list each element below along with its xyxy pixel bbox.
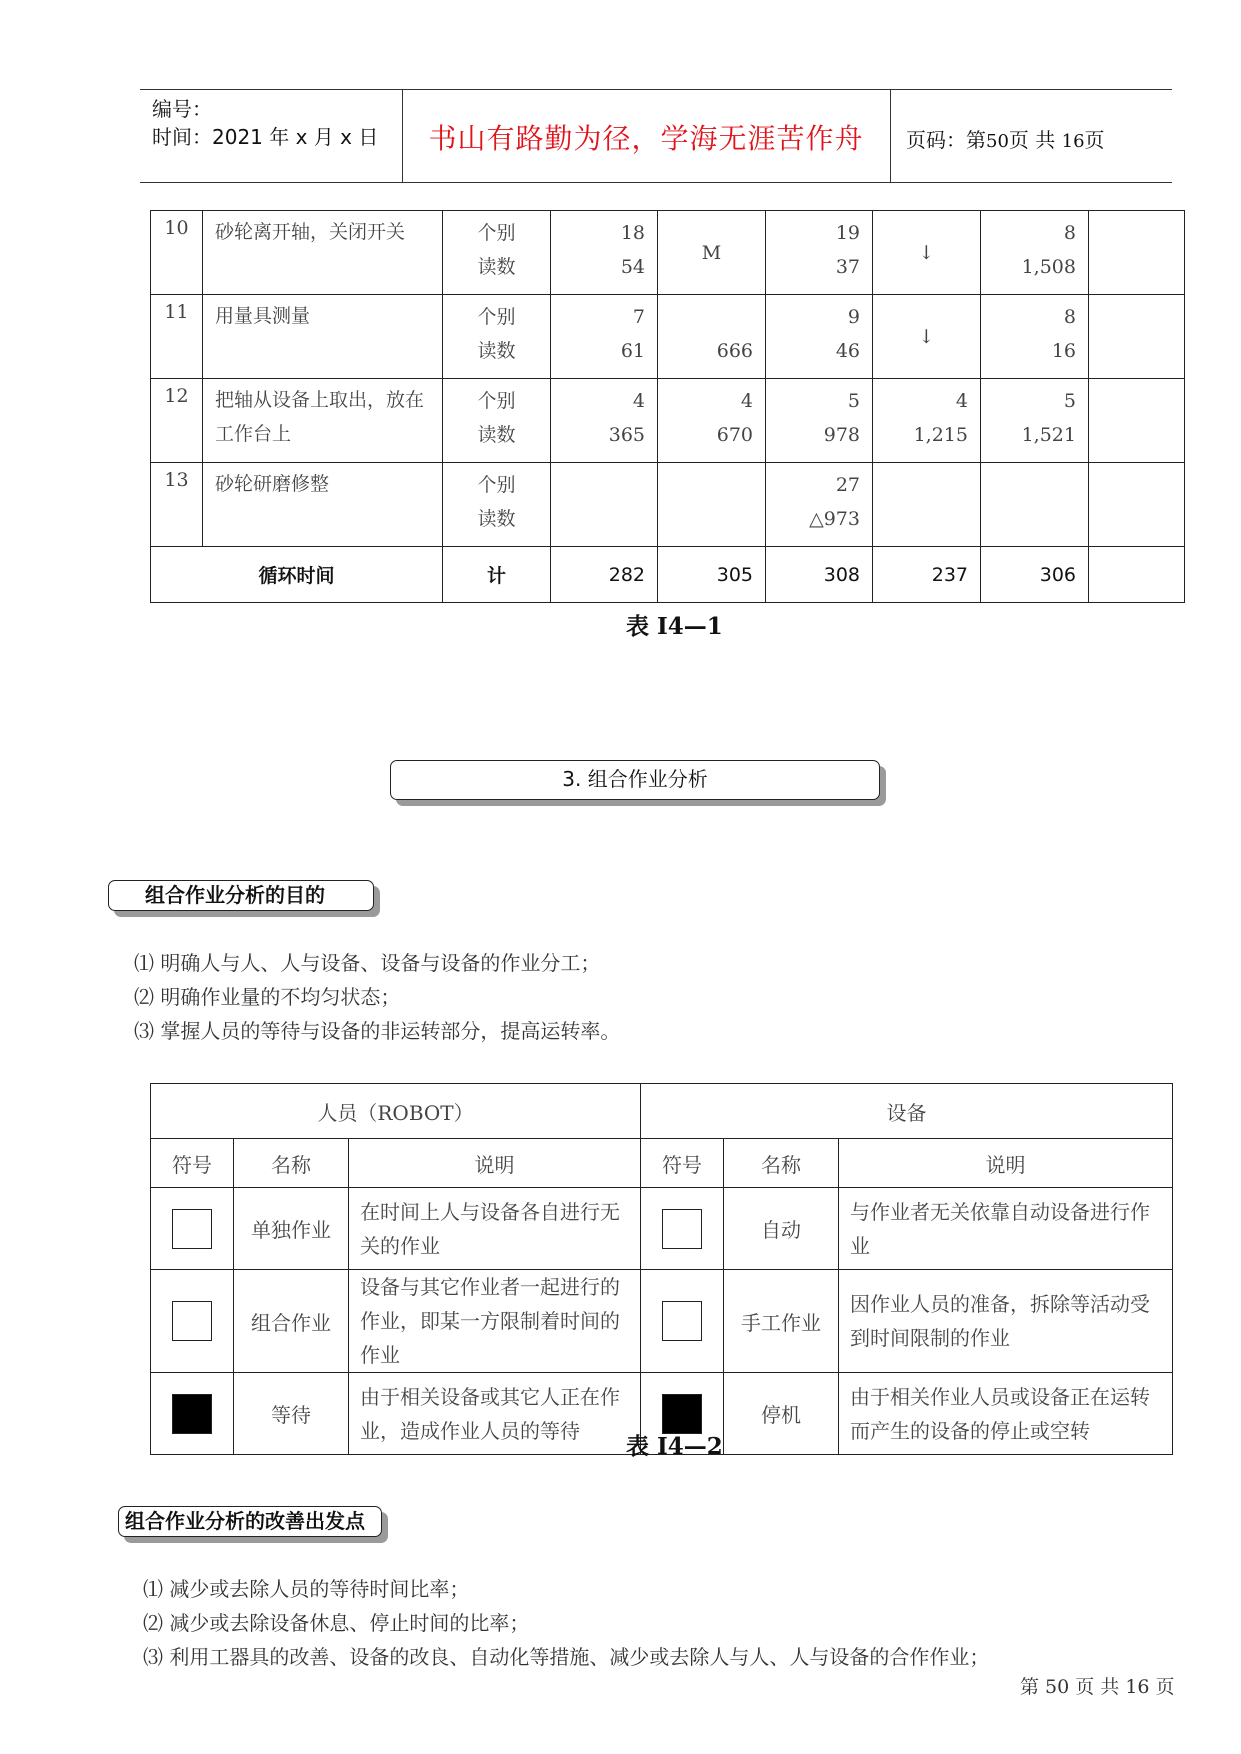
step-number: 13	[151, 463, 203, 547]
cell-reading: 1,508	[1021, 256, 1076, 278]
operation-desc: 把轴从设备上取出，放在工作台上	[203, 379, 443, 463]
cell-individual	[551, 468, 645, 502]
cell-reading: 16	[1051, 340, 1076, 362]
cell-reading: 666	[716, 340, 753, 362]
header-bottom-rule	[140, 182, 1172, 183]
col-symbol-header: 符号	[151, 1139, 234, 1188]
empty-cell	[1089, 463, 1185, 547]
cell-individual: 4	[740, 390, 753, 412]
person-term: 组合作业	[234, 1270, 349, 1373]
empty-cell	[1089, 379, 1185, 463]
cell-reading: 37	[835, 256, 860, 278]
step-number: 11	[151, 295, 203, 379]
empty-cell	[1089, 211, 1185, 295]
col-symbol-header: 符号	[641, 1139, 724, 1188]
improve-title-box	[118, 1506, 382, 1537]
total-value: 308	[766, 547, 873, 603]
equipment-desc: 由于相关作业人员或设备正在运转而产生的设备的停止或空转	[839, 1373, 1173, 1455]
equipment-term: 停机	[724, 1373, 839, 1455]
cycle-cell	[766, 295, 873, 379]
page-footer: 第 50 页 共 16 页	[1020, 1676, 1175, 1698]
reading-kind	[443, 379, 551, 463]
cell-individual	[981, 468, 1076, 502]
person-desc: 设备与其它作业者一起进行的作业，即某一方限制着时间的作业	[349, 1270, 641, 1373]
group-equipment-header: 设备	[641, 1084, 1173, 1139]
cell-individual: 5	[1063, 390, 1076, 412]
kind-individual: 个别	[477, 306, 516, 328]
cycle-cell	[981, 463, 1089, 547]
table-row	[151, 295, 1185, 379]
cell-reading: 1,215	[913, 424, 968, 446]
cell-reading	[658, 502, 753, 536]
total-value: 282	[551, 547, 658, 603]
cycle-cell: ↓	[873, 295, 981, 379]
person-desc: 在时间上人与设备各自进行无关的作业	[349, 1188, 641, 1270]
total-value: 306	[981, 547, 1089, 603]
page-prefix: 页码：第	[906, 128, 986, 152]
empty-cell	[1089, 547, 1185, 603]
empty-square-icon	[662, 1301, 702, 1341]
kind-reading: 读数	[477, 508, 516, 530]
cycle-cell	[873, 379, 981, 463]
empty-square-icon	[662, 1209, 702, 1249]
improve-list	[143, 1572, 989, 1674]
total-row	[151, 547, 1185, 603]
cell-individual: 7	[632, 306, 645, 328]
col-desc-header: 说明	[839, 1139, 1173, 1188]
table-row	[151, 1188, 1173, 1270]
cell-reading	[551, 502, 645, 536]
table2-caption: 表 I4—2	[626, 1433, 723, 1460]
cell-reading	[981, 502, 1076, 536]
cell-individual: 8	[1063, 306, 1076, 328]
operation-desc: 砂轮离开轴，关闭开关	[203, 211, 443, 295]
col-name-header: 名称	[234, 1139, 349, 1188]
header-serial: 编号：	[152, 97, 212, 121]
equipment-term: 自动	[724, 1188, 839, 1270]
cycle-cell	[766, 211, 873, 295]
cycle-cell	[766, 379, 873, 463]
empty-square-icon	[172, 1301, 212, 1341]
kind-individual: 个别	[477, 390, 516, 412]
total-value: 237	[873, 547, 981, 603]
step-number: 10	[151, 211, 203, 295]
header-page-info	[906, 124, 1105, 153]
cell-reading: △973	[809, 508, 860, 530]
purpose-title: 组合作业分析的目的	[145, 883, 325, 907]
cell-individual	[873, 468, 968, 502]
purpose-item: ⑵ 明确作业量的不均匀状态；	[134, 985, 401, 1009]
cell-reading: 46	[835, 340, 860, 362]
time-study-table	[150, 210, 1185, 603]
col-name-header: 名称	[724, 1139, 839, 1188]
cycle-cell	[658, 463, 766, 547]
section3-title-box	[390, 760, 880, 800]
person-symbol-cell	[151, 1188, 234, 1270]
cycle-cell	[551, 295, 658, 379]
empty-square-icon	[172, 1209, 212, 1249]
cell-reading: 1,521	[1021, 424, 1076, 446]
equipment-symbol-cell	[641, 1188, 724, 1270]
header-time: 时间：2021 年 x 月 x 日	[152, 125, 379, 149]
cell-individual: 4	[955, 390, 968, 412]
cell-reading: 61	[620, 340, 645, 362]
equipment-symbol-cell	[641, 1270, 724, 1373]
cycle-cell	[658, 379, 766, 463]
kind-reading: 读数	[477, 340, 516, 362]
header-motto: 书山有路勤为径，学海无涯苦作舟	[428, 122, 864, 155]
purpose-item: ⑶ 掌握人员的等待与设备的非运转部分，提高运转率。	[134, 1019, 621, 1043]
cycle-cell	[551, 379, 658, 463]
cycle-cell	[873, 463, 981, 547]
cycle-cell	[981, 295, 1089, 379]
improve-item: ⑶ 利用工器具的改善、设备的改良、自动化等措施、减少或去除人与人、人与设备的合作作业；	[143, 1645, 990, 1669]
person-symbol-cell	[151, 1373, 234, 1455]
reading-kind	[443, 463, 551, 547]
cell-individual: 9	[847, 306, 860, 328]
cell-individual: 8	[1063, 222, 1076, 244]
group-person-header: 人员（ROBOT）	[151, 1084, 641, 1139]
cell-individual: 19	[835, 222, 860, 244]
table-row	[151, 211, 1185, 295]
cycle-cell	[981, 211, 1089, 295]
cycle-cell	[981, 379, 1089, 463]
table-row	[151, 1270, 1173, 1373]
filled-square-icon	[172, 1394, 212, 1434]
equipment-term: 手工作业	[724, 1270, 839, 1373]
cell-reading: 670	[716, 424, 753, 446]
table-row	[151, 463, 1185, 547]
cycle-cell	[658, 295, 766, 379]
section3-title: 3. 组合作业分析	[562, 767, 708, 791]
cycle-cell: M	[658, 211, 766, 295]
cell-individual: 5	[847, 390, 860, 412]
person-term: 单独作业	[234, 1188, 349, 1270]
purpose-list	[134, 946, 620, 1048]
cycle-cell	[551, 463, 658, 547]
page-mid: 页 共	[1008, 128, 1056, 152]
cell-reading: 978	[823, 424, 860, 446]
kind-individual: 个别	[477, 474, 516, 496]
person-desc: 由于相关设备或其它人正在作业，造成作业人员的等待	[349, 1373, 641, 1455]
person-term: 等待	[234, 1373, 349, 1455]
total-label: 循环时间	[151, 547, 443, 603]
equipment-desc: 与作业者无关依靠自动设备进行作业	[839, 1188, 1173, 1270]
symbol-legend-table	[150, 1083, 1173, 1455]
purpose-title-box	[108, 880, 374, 911]
improve-item: ⑴ 减少或去除人员的等待时间比率；	[143, 1577, 470, 1601]
improve-item: ⑵ 减少或去除设备休息、停止时间的比率；	[143, 1611, 530, 1635]
improve-title: 组合作业分析的改善出发点	[125, 1509, 365, 1533]
reading-kind	[443, 295, 551, 379]
header-divider-right	[890, 90, 891, 182]
page-total: 16	[1061, 131, 1085, 152]
cell-individual: 4	[632, 390, 645, 412]
col-desc-header: 说明	[349, 1139, 641, 1188]
kind-individual: 个别	[477, 222, 516, 244]
cell-individual	[658, 300, 753, 334]
header-top-rule	[140, 89, 1172, 90]
total-value: 305	[658, 547, 766, 603]
reading-kind	[443, 211, 551, 295]
cell-reading: 54	[620, 256, 645, 278]
empty-cell	[1089, 295, 1185, 379]
page-suffix: 页	[1084, 128, 1105, 152]
purpose-item: ⑴ 明确人与人、人与设备、设备与设备的作业分工；	[134, 951, 601, 975]
cell-individual: 27	[835, 474, 860, 496]
operation-desc: 砂轮研磨修整	[203, 463, 443, 547]
kind-reading: 读数	[477, 424, 516, 446]
equipment-desc: 因作业人员的准备，拆除等活动受到时间限制的作业	[839, 1270, 1173, 1373]
cycle-cell	[766, 463, 873, 547]
cell-reading: 365	[608, 424, 645, 446]
cycle-cell	[551, 211, 658, 295]
page-number: 50	[986, 131, 1009, 152]
step-number: 12	[151, 379, 203, 463]
person-symbol-cell	[151, 1270, 234, 1373]
kind-reading: 读数	[477, 256, 516, 278]
cell-reading	[873, 502, 968, 536]
cell-individual: 18	[620, 222, 645, 244]
table1-caption: 表 I4—1	[626, 613, 723, 640]
total-kind: 计	[443, 547, 551, 603]
operation-desc: 用量具测量	[203, 295, 443, 379]
cycle-cell: ↓	[873, 211, 981, 295]
table-row	[151, 379, 1185, 463]
cell-individual	[658, 468, 753, 502]
